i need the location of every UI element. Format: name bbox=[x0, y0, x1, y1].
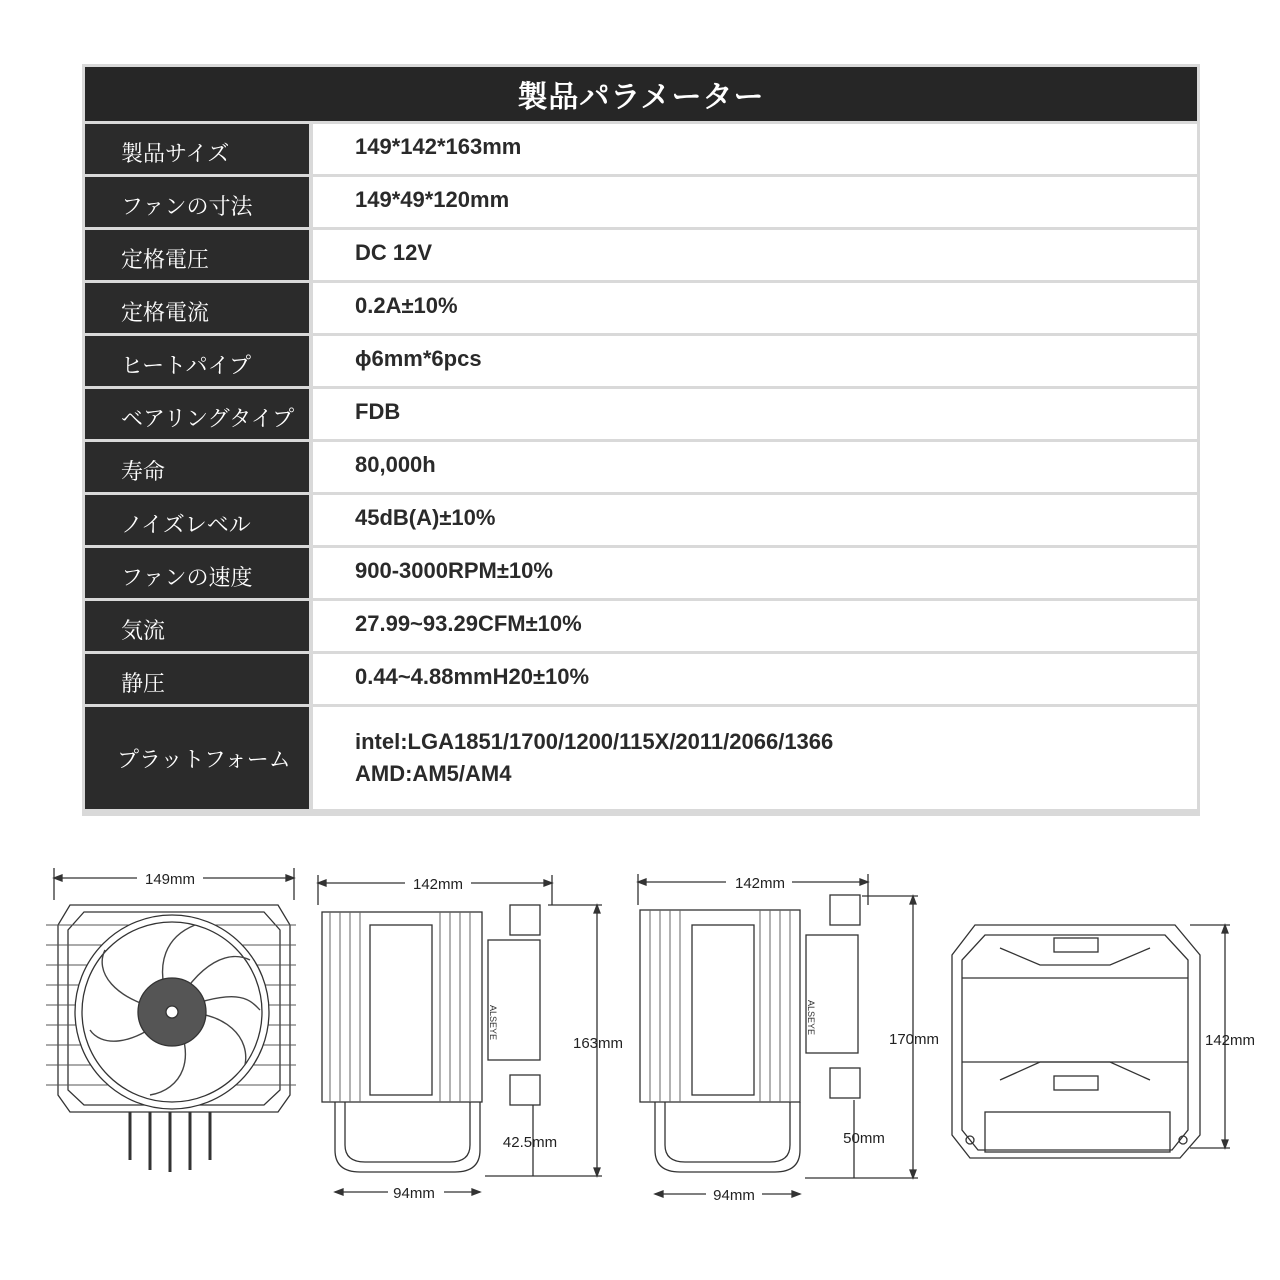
spec-row bbox=[85, 389, 1197, 439]
spec-row bbox=[85, 654, 1197, 704]
spec-table bbox=[82, 64, 1200, 816]
brand-mark-b: ALSEYE bbox=[806, 1000, 816, 1036]
spec-row bbox=[85, 230, 1197, 280]
top-view-drawing bbox=[952, 925, 1255, 1158]
spec-label: 寿命 bbox=[85, 442, 309, 492]
spec-value: 149*142*163mm bbox=[313, 124, 1197, 174]
dim-side1-offset: 42.5mm bbox=[502, 1134, 558, 1151]
spec-value: 0.2A±10% bbox=[313, 283, 1197, 333]
spec-label: 定格電流 bbox=[85, 283, 309, 333]
spec-label: ノイズレベル bbox=[85, 495, 309, 545]
spec-row bbox=[85, 442, 1197, 492]
spec-row bbox=[85, 336, 1197, 386]
dim-side1-width: 142mm bbox=[412, 876, 464, 893]
spec-label: ヒートパイプ bbox=[85, 336, 309, 386]
spec-value: 45dB(A)±10% bbox=[313, 495, 1197, 545]
spec-title: 製品パラメーター bbox=[85, 67, 1197, 121]
spec-label: 定格電圧 bbox=[85, 230, 309, 280]
spec-value: 149*49*120mm bbox=[313, 177, 1197, 227]
front-view-drawing bbox=[46, 868, 296, 1172]
spec-row-platform bbox=[85, 707, 1197, 809]
spec-value: 27.99~93.29CFM±10% bbox=[313, 601, 1197, 651]
spec-label: 気流 bbox=[85, 601, 309, 651]
spec-value: ɸ6mm*6pcs bbox=[313, 336, 1197, 386]
spec-value: FDB bbox=[313, 389, 1197, 439]
dim-side2-base: 94mm bbox=[713, 1187, 755, 1204]
brand-mark-a: ALSEYE bbox=[488, 1005, 498, 1041]
spec-row bbox=[85, 283, 1197, 333]
spec-value: 80,000h bbox=[313, 442, 1197, 492]
spec-value-platform bbox=[313, 707, 1197, 809]
spec-label: プラットフォーム bbox=[85, 707, 309, 809]
dim-side2-height: 170mm bbox=[888, 1031, 940, 1048]
spec-label: ベアリングタイプ bbox=[85, 389, 309, 439]
spec-label: ファンの速度 bbox=[85, 548, 309, 598]
spec-label: 製品サイズ bbox=[85, 124, 309, 174]
dim-side1-height: 163mm bbox=[572, 1035, 624, 1052]
side-view-a-drawing bbox=[318, 873, 623, 1202]
spec-row bbox=[85, 124, 1197, 174]
dimension-drawings bbox=[0, 850, 1280, 1230]
dim-side2-width: 142mm bbox=[734, 875, 786, 892]
spec-value: DC 12V bbox=[313, 230, 1197, 280]
dim-top-depth: 142mm bbox=[1204, 1032, 1256, 1049]
spec-value: 900-3000RPM±10% bbox=[313, 548, 1197, 598]
spec-row bbox=[85, 601, 1197, 651]
spec-value: 0.44~4.88mmH20±10% bbox=[313, 654, 1197, 704]
spec-label: ファンの寸法 bbox=[85, 177, 309, 227]
spec-label: 静圧 bbox=[85, 654, 309, 704]
spec-row bbox=[85, 548, 1197, 598]
platform-amd: AMD:AM5/AM4 bbox=[355, 761, 512, 786]
spec-row bbox=[85, 177, 1197, 227]
dim-side1-base: 94mm bbox=[393, 1185, 435, 1202]
side-view-b-drawing bbox=[638, 872, 939, 1204]
spec-row bbox=[85, 495, 1197, 545]
platform-intel: intel:LGA1851/1700/1200/115X/2011/2066/1366 bbox=[355, 729, 834, 754]
dim-front-width: 149mm bbox=[144, 871, 196, 888]
dim-side2-offset: 50mm bbox=[843, 1130, 885, 1147]
